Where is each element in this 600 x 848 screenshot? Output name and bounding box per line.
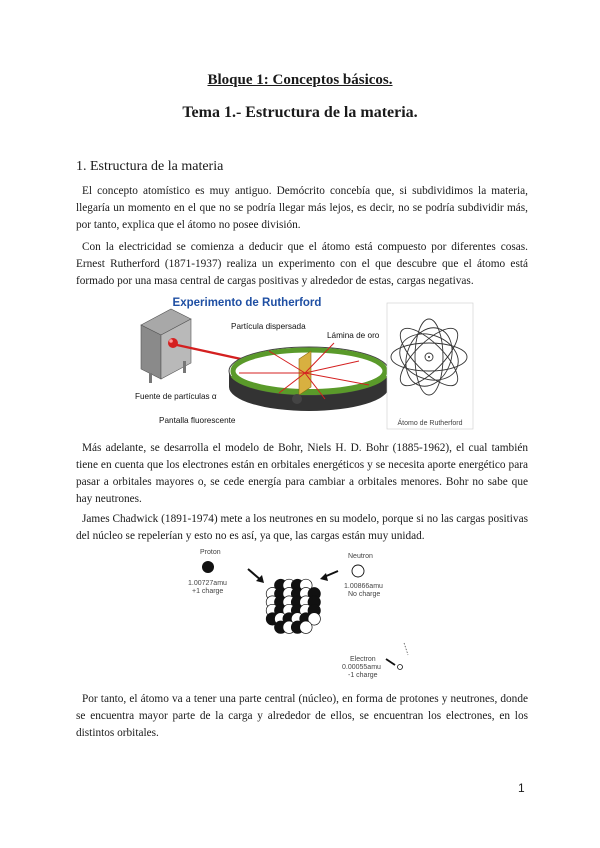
figure-title: Experimento de Rutherford bbox=[172, 297, 322, 309]
block-title: Bloque 1: Conceptos básicos. bbox=[207, 72, 393, 88]
neutron-dot bbox=[352, 565, 364, 577]
electron-mass: 0.00055amu bbox=[342, 664, 381, 671]
proton-label: Proton bbox=[200, 549, 221, 556]
electron-dot bbox=[398, 665, 403, 670]
paragraph-democritus: El concepto atomístico es muy antiguo. Demócrito concebía que, si subdividimos la materia, llegaría un momento en el que no se podría llegar más lejos, es decir, no se podría subdividir más, por tanto, explica que el átomo no posee división. bbox=[76, 185, 528, 231]
rutherford-atom-diagram bbox=[387, 303, 473, 429]
label-rutherford-atom: Átomo de Rutherford bbox=[397, 420, 463, 427]
electron-charge: -1 charge bbox=[348, 672, 378, 679]
electron-label: Electron bbox=[350, 656, 376, 663]
nucleus-cluster bbox=[262, 575, 326, 639]
topic-title: Tema 1.- Estructura de la materia. bbox=[182, 104, 418, 121]
neutron-charge: No charge bbox=[348, 591, 381, 598]
proton-charge: +1 charge bbox=[192, 588, 224, 595]
proton-dot bbox=[202, 561, 214, 573]
nucleus-figure bbox=[178, 547, 418, 685]
paragraph-bohr: Más adelante, se desarrolla el modelo de Bohr, Niels H. D. Bohr (1885-1962), el cual también tiene en cuenta que los electrones están en orbitales energéticos y se necesita aporte energético para pasar a orbitales mayores o, se cede energía para cambiar a orbitales menores. Bohr no sabe que hay neutrones. bbox=[76, 442, 528, 505]
label-foil: Lámina de oro bbox=[327, 331, 380, 340]
paragraph-conclusion: Por tanto, el átomo va a tener una parte central (núcleo), en forma de protones y neutrones, donde se encuentra mayor parte de la carga y alrededor de ellos, se encuentran los electrones, en los distintos orbitales. bbox=[76, 693, 528, 739]
paragraph-rutherford: Con la electricidad se comienza a deducir que el átomo está compuesto por diferentes cosas. Ernest Rutherford (1871-1937) realiza un experimento con el que descubre que el átomo está formado por una masa central de cargas positivas y alrededor de estas, cargas negativas. bbox=[76, 241, 528, 287]
label-particle: Partícula dispersada bbox=[231, 322, 306, 331]
label-screen: Pantalla fluorescente bbox=[159, 416, 236, 425]
nucleus-neutron bbox=[300, 621, 312, 633]
rutherford-experiment-figure bbox=[129, 295, 475, 431]
label-source: Fuente de partículas α bbox=[135, 392, 217, 401]
section-heading: 1. Estructura de la materia bbox=[76, 159, 224, 174]
neutron-mass: 1.00866amu bbox=[344, 583, 383, 590]
page-number: 1 bbox=[518, 781, 525, 795]
paragraph-chadwick: James Chadwick (1891-1974) mete a los neutrones en su modelo, porque si no las cargas positivas del núcleo se repelerían y esto no es así, ya que, las cargas están muy unidad. bbox=[76, 513, 528, 542]
proton-mass: 1.00727amu bbox=[188, 580, 227, 587]
neutron-label: Neutron bbox=[348, 553, 373, 560]
